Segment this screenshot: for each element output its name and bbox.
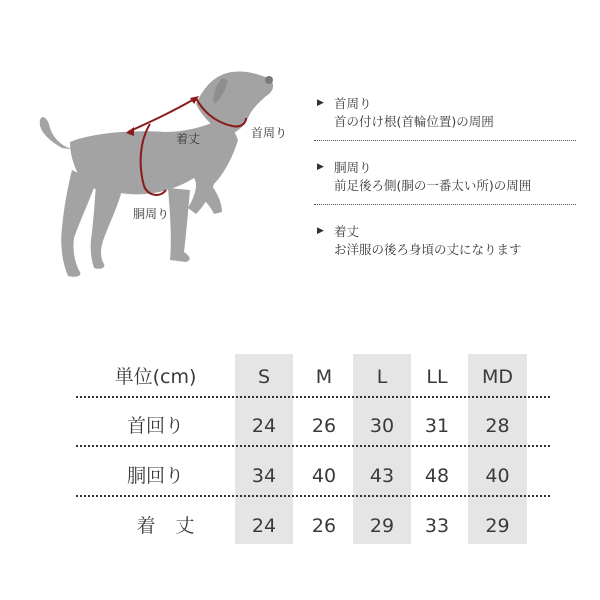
table-cell: 40 [485, 465, 510, 487]
row-label: 胴回り [126, 465, 184, 487]
row-label: 首回り [126, 415, 184, 437]
legend-item-length [314, 216, 576, 280]
table-cell: 24 [251, 415, 277, 437]
legend-item-neck [314, 88, 576, 152]
legend-divider [314, 140, 576, 141]
legend-item-chest [314, 152, 576, 216]
table-cell: 43 [369, 465, 395, 487]
legend-description: 首の付け根(首輪位置)の周囲 [334, 114, 494, 129]
table-cell: 31 [424, 415, 450, 437]
unit-label: 単位(cm) [114, 366, 197, 388]
table-divider [76, 445, 550, 447]
table-cell: 30 [369, 415, 395, 437]
table-cell: 40 [311, 465, 337, 487]
size-header: M [315, 366, 333, 388]
legend-title: 胴周り [334, 160, 372, 175]
table-cell: 24 [251, 515, 277, 537]
table-cell: 33 [424, 515, 450, 537]
length-diagram-label: 着丈 [176, 132, 201, 146]
size-header: MD [481, 366, 514, 388]
row-label: 着丈 [136, 515, 215, 537]
table-divider [76, 396, 550, 398]
table-header-row [76, 354, 550, 400]
table-row [76, 503, 550, 549]
legend-divider [314, 204, 576, 205]
table-cell: 29 [485, 515, 510, 537]
dog-illustration [0, 0, 310, 300]
size-header: L [376, 366, 388, 388]
dog-measurement-diagram [0, 0, 310, 300]
table-row [76, 453, 550, 499]
table-row [76, 403, 550, 449]
table-cell: 34 [251, 465, 277, 487]
table-cell: 26 [311, 415, 337, 437]
chest-diagram-label: 胴周り [133, 207, 170, 221]
neck-diagram-label: 首周り [251, 126, 288, 140]
size-header: S [257, 366, 271, 388]
table-divider [76, 495, 550, 497]
triangle-bullet-icon: ▶ [317, 162, 324, 172]
triangle-bullet-icon: ▶ [317, 226, 324, 236]
table-cell: 48 [424, 465, 450, 487]
legend-title: 首周り [334, 96, 372, 111]
table-cell: 28 [485, 415, 510, 437]
legend-description: お洋服の後ろ身頃の丈になります [334, 242, 522, 257]
table-cell: 29 [369, 515, 395, 537]
size-header: LL [426, 366, 448, 388]
triangle-bullet-icon: ▶ [317, 98, 324, 108]
measurement-legend [314, 88, 576, 280]
legend-title: 着丈 [334, 224, 360, 239]
table-cell: 26 [311, 515, 337, 537]
size-table [76, 354, 550, 546]
legend-description: 前足後ろ側(胴の一番太い所)の周囲 [334, 178, 532, 193]
